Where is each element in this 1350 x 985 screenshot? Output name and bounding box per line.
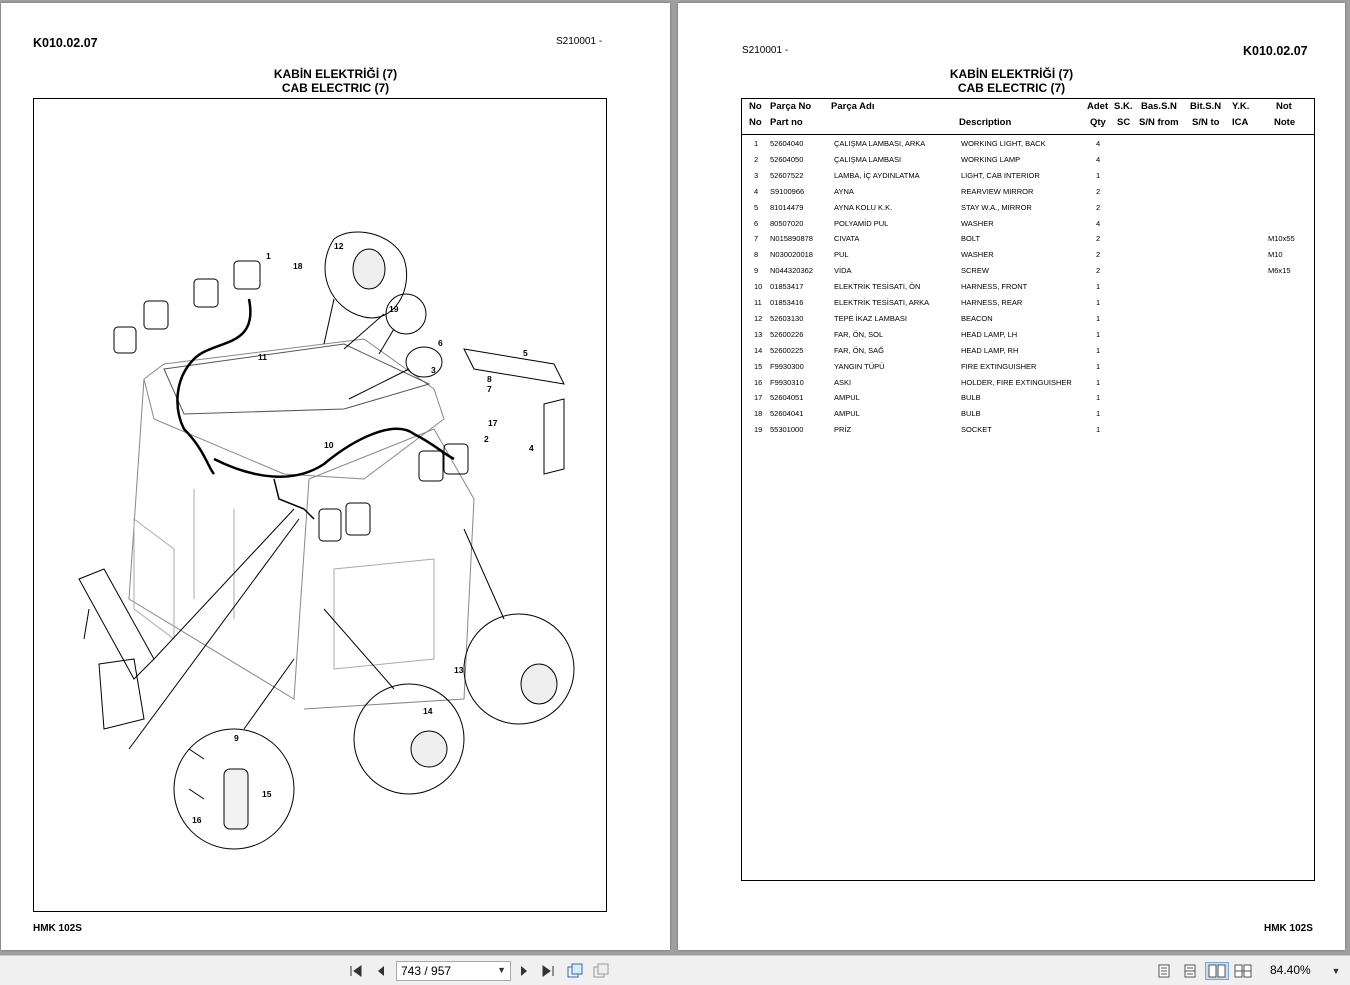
cell-no: 10 (754, 282, 763, 292)
callout-6: 6 (438, 338, 443, 348)
table-row (742, 139, 1314, 155)
cell-note: M10 (1268, 250, 1283, 260)
cell-desc: WASHER (961, 218, 994, 228)
title-turkish: KABİN ELEKTRİĞİ (7) (273, 67, 398, 81)
cell-name: POLYAMİD PUL (834, 218, 889, 228)
cell-name: AMPUL (834, 409, 860, 419)
cell-name: PUL (834, 250, 849, 260)
table-row (742, 409, 1314, 425)
table-header (742, 99, 1314, 135)
table-row (742, 362, 1314, 378)
cell-desc: BOLT (961, 234, 981, 244)
cell-part: 55301000 (770, 425, 804, 435)
title-english: CAB ELECTRIC (7) (281, 81, 390, 95)
cell-no: 9 (754, 266, 759, 276)
callout-3: 3 (431, 365, 436, 375)
cell-name: AMPUL (834, 393, 860, 403)
cell-part: N030020018 (770, 250, 813, 260)
cell-no: 19 (754, 425, 763, 435)
cell-desc: HOLDER, FIRE EXTINGUISHER (961, 377, 1072, 387)
cell-desc: SOCKET (961, 425, 992, 435)
cell-qty: 1 (1096, 393, 1101, 403)
table-row (742, 330, 1314, 346)
col-sc-en: SC (1117, 117, 1131, 128)
cell-part: N015890878 (770, 234, 813, 244)
callout-9: 9 (234, 733, 239, 743)
cell-part: F9930300 (770, 361, 804, 371)
cell-desc: HARNESS, REAR (961, 298, 1023, 307)
cell-qty: 4 (1096, 218, 1101, 228)
cell-no: 13 (754, 329, 763, 339)
cell-desc: SCREW (961, 266, 989, 276)
cell-desc: HARNESS, FRONT (961, 282, 1028, 292)
table-row (742, 203, 1314, 219)
cell-name: CIVATA (834, 234, 860, 244)
callout-19: 19 (389, 304, 399, 314)
cell-desc: BULB (961, 409, 981, 419)
callout-8: 8 (487, 374, 492, 384)
single-page-icon[interactable] (1155, 962, 1173, 980)
cell-name: VİDA (834, 266, 852, 276)
col-to-en: S/N to (1192, 117, 1220, 128)
continuous-icon[interactable] (1181, 962, 1199, 980)
col-no-tr: No (749, 101, 762, 112)
callout-7: 7 (487, 384, 492, 394)
col-qty-en: Qty (1090, 117, 1106, 128)
cell-qty: 1 (1096, 313, 1101, 323)
cell-no: 3 (754, 170, 759, 180)
cell-qty: 4 (1096, 139, 1101, 148)
col-from-en: S/N from (1139, 117, 1179, 128)
model-name: HMK 102S (33, 923, 82, 934)
cell-qty: 2 (1096, 250, 1101, 260)
table-row (742, 250, 1314, 266)
cell-name: FAR, ÖN, SOL (834, 329, 884, 339)
cell-part: 52603130 (770, 313, 804, 323)
cell-no: 15 (754, 361, 763, 371)
zoom-dropdown-icon[interactable]: ▼ (1331, 966, 1341, 976)
callout-18: 18 (293, 261, 303, 271)
callout-11: 11 (258, 352, 267, 362)
cell-no: 1 (754, 139, 759, 148)
cell-desc: REARVIEW MIRROR (961, 186, 1034, 196)
cell-desc: HEAD LAMP, RH (961, 345, 1019, 355)
cell-part: N044320362 (770, 266, 813, 276)
cell-qty: 2 (1096, 202, 1101, 212)
callout-16: 16 (192, 815, 202, 825)
parts-table (741, 98, 1315, 881)
callout-15: 15 (262, 789, 272, 799)
page-code: K010.02.07 (33, 36, 98, 50)
two-page-icon[interactable] (1205, 962, 1229, 980)
cell-part: 52604040 (770, 139, 804, 148)
cell-qty: 1 (1096, 298, 1101, 307)
cell-name: ASKI (834, 377, 852, 387)
cell-desc: STAY W.A., MIRROR (961, 202, 1032, 212)
cell-part: F9930310 (770, 377, 804, 387)
cell-desc: WASHER (961, 250, 994, 260)
cell-qty: 2 (1096, 266, 1101, 276)
cell-name: ELEKTRİK TESİSATI, ÖN (834, 282, 921, 292)
cell-qty: 1 (1096, 425, 1101, 435)
col-qty-tr: Adet (1087, 101, 1109, 112)
cell-qty: 1 (1096, 329, 1101, 339)
cell-no: 18 (754, 409, 763, 419)
cell-part: 52604050 (770, 154, 804, 164)
cell-qty: 1 (1096, 409, 1101, 419)
callout-4: 4 (529, 443, 534, 453)
col-part-tr: Parça No (770, 101, 812, 112)
page-number-value: 743 / 957 (401, 964, 452, 978)
col-to-tr: Bit.S.N (1190, 101, 1222, 112)
cell-no: 6 (754, 218, 759, 228)
table-row (742, 187, 1314, 203)
title-english: CAB ELECTRIC (7) (957, 81, 1066, 95)
cell-name: YANGIN TÜPÜ (834, 361, 885, 371)
cell-no: 14 (754, 345, 763, 355)
table-row (742, 171, 1314, 187)
cell-name: FAR, ÖN, SAĞ (834, 345, 885, 355)
cell-no: 7 (754, 234, 759, 244)
table-row (742, 378, 1314, 394)
cell-part: 52600225 (770, 345, 804, 355)
two-page-continuous-icon[interactable] (1234, 962, 1252, 980)
table-row (742, 282, 1314, 298)
cell-no: 11 (754, 298, 762, 307)
callout-17: 17 (488, 418, 498, 428)
prev-page-icon[interactable] (372, 962, 390, 980)
cell-no: 17 (754, 393, 763, 403)
col-note-tr: Not (1276, 101, 1292, 112)
cell-name: TEPE İKAZ LAMBASI (834, 313, 907, 323)
cell-qty: 1 (1096, 282, 1101, 292)
cell-name: ÇALIŞMA LAMBASI, ARKA (834, 139, 926, 148)
cell-no: 2 (754, 154, 759, 164)
cell-name: LAMBA, İÇ AYDINLATMA (834, 170, 920, 180)
last-page-icon[interactable] (539, 962, 557, 980)
cell-part: 01853416 (770, 298, 804, 307)
table-row (742, 219, 1314, 235)
callout-1: 1 (266, 251, 271, 261)
model-name: HMK 102S (1264, 923, 1313, 934)
table-row (742, 298, 1314, 314)
cell-no: 12 (754, 313, 763, 323)
page-code: K010.02.07 (1243, 44, 1308, 58)
page-number-select[interactable] (396, 961, 511, 981)
cell-part: 01853417 (770, 282, 804, 292)
serial-range: S210001 - (556, 36, 603, 47)
cell-desc: BULB (961, 393, 981, 403)
cell-qty: 4 (1096, 154, 1101, 164)
col-name-tr: Parça Adı (831, 101, 875, 112)
table-row (742, 346, 1314, 362)
col-part-en: Part no (770, 117, 803, 128)
cell-part: 52604051 (770, 393, 804, 403)
callout-5: 5 (523, 348, 528, 358)
callout-12: 12 (334, 241, 344, 251)
callout-14: 14 (423, 706, 433, 716)
cell-part: 52607522 (770, 170, 804, 180)
cell-desc: WORKING LAMP (961, 154, 1021, 164)
next-page-icon[interactable] (515, 962, 533, 980)
cell-note: M6x15 (1268, 266, 1291, 276)
callout-13: 13 (454, 665, 464, 675)
cell-name: ELEKTRİK TESİSATI, ARKA (834, 298, 930, 307)
cell-qty: 1 (1096, 377, 1101, 387)
callout-10: 10 (324, 440, 334, 450)
table-row (742, 266, 1314, 282)
cell-qty: 1 (1096, 345, 1101, 355)
col-sc-tr: S.K. (1114, 101, 1133, 112)
cell-name: PRİZ (834, 425, 852, 435)
cell-no: 8 (754, 250, 759, 260)
cell-note: M10x55 (1268, 234, 1295, 244)
chevron-down-icon: ▼ (497, 965, 506, 975)
cell-part: 52604041 (770, 409, 804, 419)
cell-name: AYNA (834, 186, 854, 196)
cell-desc: BEACON (961, 313, 993, 323)
table-row (742, 425, 1314, 441)
cell-part: 52600226 (770, 329, 804, 339)
zoom-level[interactable]: 84.40% (1270, 963, 1311, 977)
cell-no: 5 (754, 202, 759, 212)
col-ica-en: ICA (1232, 117, 1249, 128)
col-from-tr: Bas.S.N (1141, 101, 1177, 112)
cell-qty: 1 (1096, 361, 1101, 371)
go-forward-icon[interactable] (592, 962, 610, 980)
cell-part: 81014479 (770, 202, 804, 212)
exploded-diagram (33, 98, 607, 912)
cell-name: ÇALIŞMA LAMBASI (834, 154, 902, 164)
col-note-en: Note (1274, 117, 1296, 128)
left-page (1, 3, 670, 950)
col-ica-tr: Y.K. (1232, 101, 1250, 112)
cell-name: AYNA KOLU K.K. (834, 202, 893, 212)
callout-2: 2 (484, 434, 489, 444)
col-desc-en: Description (959, 117, 1012, 128)
cell-part: S9100966 (770, 186, 805, 196)
cab-electric-drawing (34, 99, 608, 913)
title-turkish: KABİN ELEKTRİĞİ (7) (949, 67, 1074, 81)
viewer-toolbar (0, 955, 1350, 985)
first-page-icon[interactable] (347, 962, 365, 980)
col-no-en: No (749, 117, 762, 128)
table-row (742, 314, 1314, 330)
cell-desc: WORKING LIGHT, BACK (961, 139, 1046, 148)
cell-no: 16 (754, 377, 763, 387)
cell-qty: 1 (1096, 170, 1101, 180)
table-row (742, 155, 1314, 171)
cell-part: 80507020 (770, 218, 804, 228)
right-page (678, 3, 1345, 950)
table-row (742, 393, 1314, 409)
cell-no: 4 (754, 186, 759, 196)
cell-desc: FIRE EXTINGUISHER (961, 361, 1037, 371)
cell-desc: LIGHT, CAB INTERIOR (961, 170, 1040, 180)
go-back-icon[interactable] (566, 962, 584, 980)
cell-qty: 2 (1096, 234, 1101, 244)
serial-range: S210001 - (742, 45, 789, 56)
table-row (742, 234, 1314, 250)
cell-qty: 2 (1096, 186, 1101, 196)
cell-desc: HEAD LAMP, LH (961, 329, 1018, 339)
